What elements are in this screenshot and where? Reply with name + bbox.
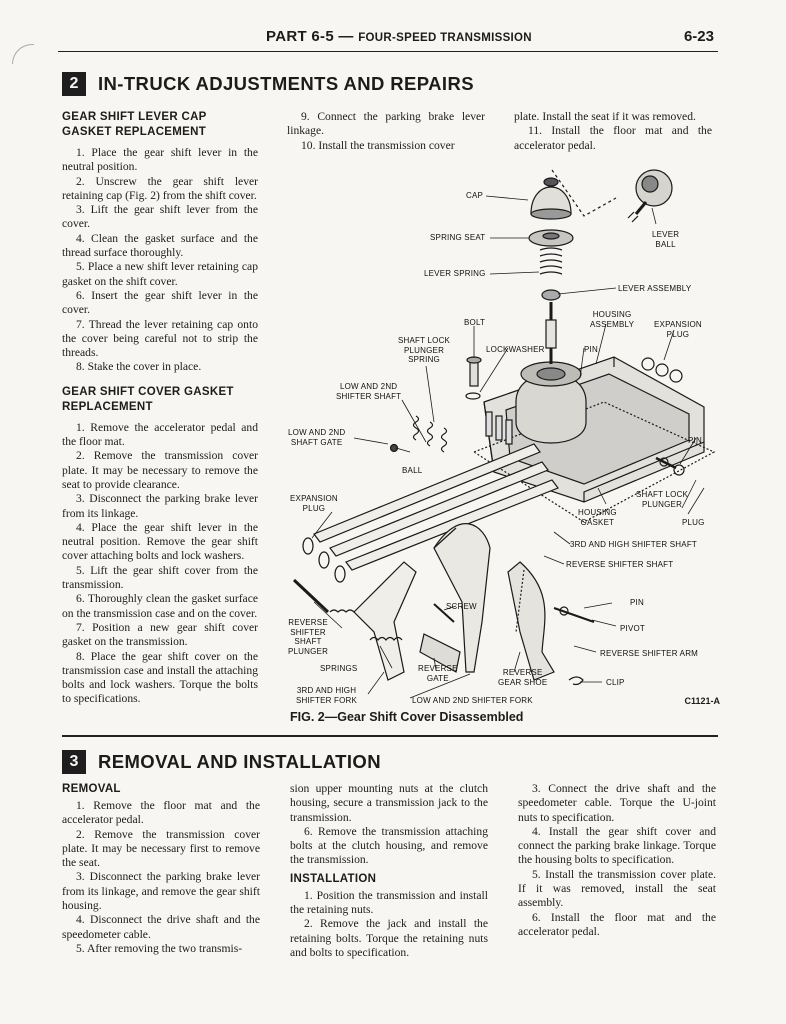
label-lever-assembly: LEVER ASSEMBLY <box>618 284 692 293</box>
installation-step: 2. Remove the jack and install the retaining bolts. Torque the retaining nuts and bolts to specification. <box>290 917 488 959</box>
removal-step: 5. After removing the two transmis- <box>76 941 243 955</box>
section-3-column-3 <box>518 782 716 939</box>
removal-step: 1. Remove the floor mat and the accelerator pedal. <box>62 799 260 827</box>
installation-step: 3. Connect the drive shaft and the speedometer cable. Torque the U-joint nuts to specification. <box>518 782 716 824</box>
figure-code: C1121-A <box>684 696 720 706</box>
cover-gasket-step: 11. Install the floor mat and the accelerator pedal. <box>514 124 712 152</box>
removal-step: 2. Remove the transmission cover plate. It may be necessary first to remove the seat. <box>62 827 260 870</box>
section-2-column-3 <box>514 110 712 153</box>
label-pin-right: PIN <box>688 436 702 445</box>
label-lever-spring: LEVER SPRING <box>424 269 486 278</box>
label-reverse-gate: REVERSE GATE <box>418 664 458 683</box>
header-dash: — <box>333 28 359 45</box>
label-lockwasher: LOCKWASHER <box>486 345 545 354</box>
installation-step: 5. Install the transmission cover plate. If it was removed, install the seat assembly. <box>518 867 716 910</box>
cap-gasket-step: 4. Clean the gasket surface and the thread surface thoroughly. <box>62 231 258 260</box>
cover-gasket-step: 9. Connect the parking brake lever linkage. <box>287 110 485 138</box>
label-expansion-plug-top: EXPANSION PLUG <box>654 320 702 339</box>
label-low-2nd-shifter-shaft: LOW AND 2ND SHIFTER SHAFT <box>336 382 402 401</box>
removal-step: 6. Remove the transmission attaching bolts at the clutch housing, and remove the transmission. <box>290 824 488 867</box>
label-reverse-shifter-arm: REVERSE SHIFTER ARM <box>600 649 699 658</box>
label-reverse-gear-shoe: REVERSE GEAR SHOE <box>498 668 548 687</box>
section-3-title: REMOVAL AND INSTALLATION <box>98 751 381 772</box>
section-3-badge: 3 <box>62 750 86 774</box>
removal-heading: REMOVAL <box>62 783 121 795</box>
label-shaft-lock-plunger: SHAFT LOCK PLUNGER <box>636 490 689 509</box>
removal-step: 3. Disconnect the parking brake lever from its linkage, and remove the gear shift housing. <box>62 870 260 913</box>
label-low-2nd-shifter-fork: LOW AND 2ND SHIFTER FORK <box>412 696 533 705</box>
label-ball: BALL <box>402 466 423 475</box>
cap-gasket-heading: GEAR SHIFT LEVER CAP GASKET REPLACEMENT <box>62 111 207 138</box>
label-pin-top: PIN <box>584 345 598 354</box>
section-3-column-2 <box>290 782 488 960</box>
cap-gasket-step: 5. Place a new shift lever retaining cap gasket on the shift cover. <box>62 260 258 288</box>
label-3rd-high-shifter-shaft: 3RD AND HIGH SHIFTER SHAFT <box>570 540 697 549</box>
label-lever-ball: LEVER BALL <box>652 230 680 249</box>
section-2-column-1 <box>62 110 258 707</box>
header-part: PART 6-5 <box>266 28 334 45</box>
label-reverse-shifter-shaft: REVERSE SHIFTER SHAFT <box>566 560 674 569</box>
section-3-heading <box>62 750 381 774</box>
label-housing-gasket: HOUSING GASKET <box>578 508 617 527</box>
label-pin-mid: PIN <box>630 598 644 607</box>
label-cap: CAP <box>466 191 484 200</box>
cap-gasket-step: 8. Stake the cover in place. <box>76 360 202 374</box>
installation-step: 6. Install the floor mat and the accelerator pedal. <box>518 910 716 938</box>
label-3rd-high-shifter-fork: 3RD AND HIGH SHIFTER FORK <box>296 686 358 705</box>
section-2-title: IN-TRUCK ADJUSTMENTS AND REPAIRS <box>98 73 474 94</box>
section-2-heading <box>62 72 474 96</box>
installation-heading: INSTALLATION <box>290 872 377 885</box>
header-title <box>266 28 532 45</box>
figure-caption: FIG. 2—Gear Shift Cover Disassembled <box>290 710 524 724</box>
cover-gasket-step: 6. Thoroughly clean the gasket surface on the transmission case and on the cover. <box>62 592 258 620</box>
section-divider <box>62 735 718 737</box>
label-pivot: PIVOT <box>620 624 646 633</box>
header-subtitle: FOUR-SPEED TRANSMISSION <box>358 32 532 44</box>
label-clip: CLIP <box>606 678 625 687</box>
label-screw: SCREW <box>446 602 477 611</box>
removal-continuation: sion upper mounting nuts at the clutch housing, secure a transmission jack to the transmission. <box>290 782 488 824</box>
page-corner-mark <box>12 44 34 64</box>
cover-gasket-step: 7. Position a new gear shift cover gasket on the transmission. <box>62 620 258 649</box>
figure-2 <box>284 152 720 724</box>
cap-gasket-step: 3. Lift the gear shift lever from the cover. <box>62 203 258 231</box>
section-2-column-2 <box>287 110 485 153</box>
cover-gasket-step: 4. Place the gear shift lever in the neutral position. Remove the gear shift cover attaching bolts and lock washers. <box>62 520 258 563</box>
label-reverse-shifter-shaft-plunger: REVERSE SHIFTER SHAFT PLUNGER <box>288 618 329 656</box>
cap-gasket-step: 6. Insert the gear shift lever in the cover. <box>62 288 258 317</box>
cover-gasket-step: 1. Remove the accelerator pedal and the floor mat. <box>62 420 258 449</box>
cover-gasket-heading: GEAR SHIFT COVER GASKET REPLACEMENT <box>62 385 234 413</box>
label-bolt: BOLT <box>464 318 486 327</box>
label-low-2nd-shaft-gate: LOW AND 2ND SHAFT GATE <box>288 428 346 447</box>
label-housing-assembly: HOUSING ASSEMBLY <box>590 310 635 329</box>
label-plug: PLUG <box>682 518 705 527</box>
cap-gasket-step: 1. Place the gear shift lever in the neutral position. <box>62 146 258 174</box>
label-springs: SPRINGS <box>320 664 358 673</box>
cap-gasket-step: 2. Unscrew the gear shift lever retaining cap (Fig. 2) from the shift cover. <box>62 174 258 202</box>
label-shaft-lock-plunger-spring: SHAFT LOCK PLUNGER SPRING <box>398 336 451 364</box>
section-2-badge: 2 <box>62 72 86 96</box>
label-expansion-plug-left: EXPANSION PLUG <box>290 494 338 513</box>
installation-step: 1. Position the transmission and install the retaining nuts. <box>290 888 488 917</box>
page-header <box>58 28 718 52</box>
cover-gasket-step: 8. Place the gear shift cover on the transmission case and install the attaching bolts and lock washers. Torque the bolts to specifications. <box>62 649 258 706</box>
section-3-column-1 <box>62 782 260 956</box>
cover-gasket-step: 3. Disconnect the parking brake lever from its linkage. <box>62 492 258 520</box>
cover-gasket-step: 2. Remove the transmission cover plate. It may be necessary to remove the seat to provide clearance. <box>62 449 258 491</box>
cover-gasket-continuation: plate. Install the seat if it was removed. <box>514 110 696 123</box>
removal-step: 4. Disconnect the drive shaft and the speedometer cable. <box>62 913 260 941</box>
cover-gasket-step: 5. Lift the gear shift cover from the transmission. <box>62 563 258 592</box>
installation-step: 4. Install the gear shift cover and connect the parking brake linkage. Torque the housing bolts to specification. <box>518 824 716 867</box>
page-number: 6-23 <box>683 28 714 45</box>
cover-gasket-step: 10. Install the transmission cover <box>301 138 455 152</box>
label-spring-seat: SPRING SEAT <box>430 233 486 242</box>
cap-gasket-step: 7. Thread the lever retaining cap onto the cover being careful not to strip the threads. <box>62 317 258 360</box>
